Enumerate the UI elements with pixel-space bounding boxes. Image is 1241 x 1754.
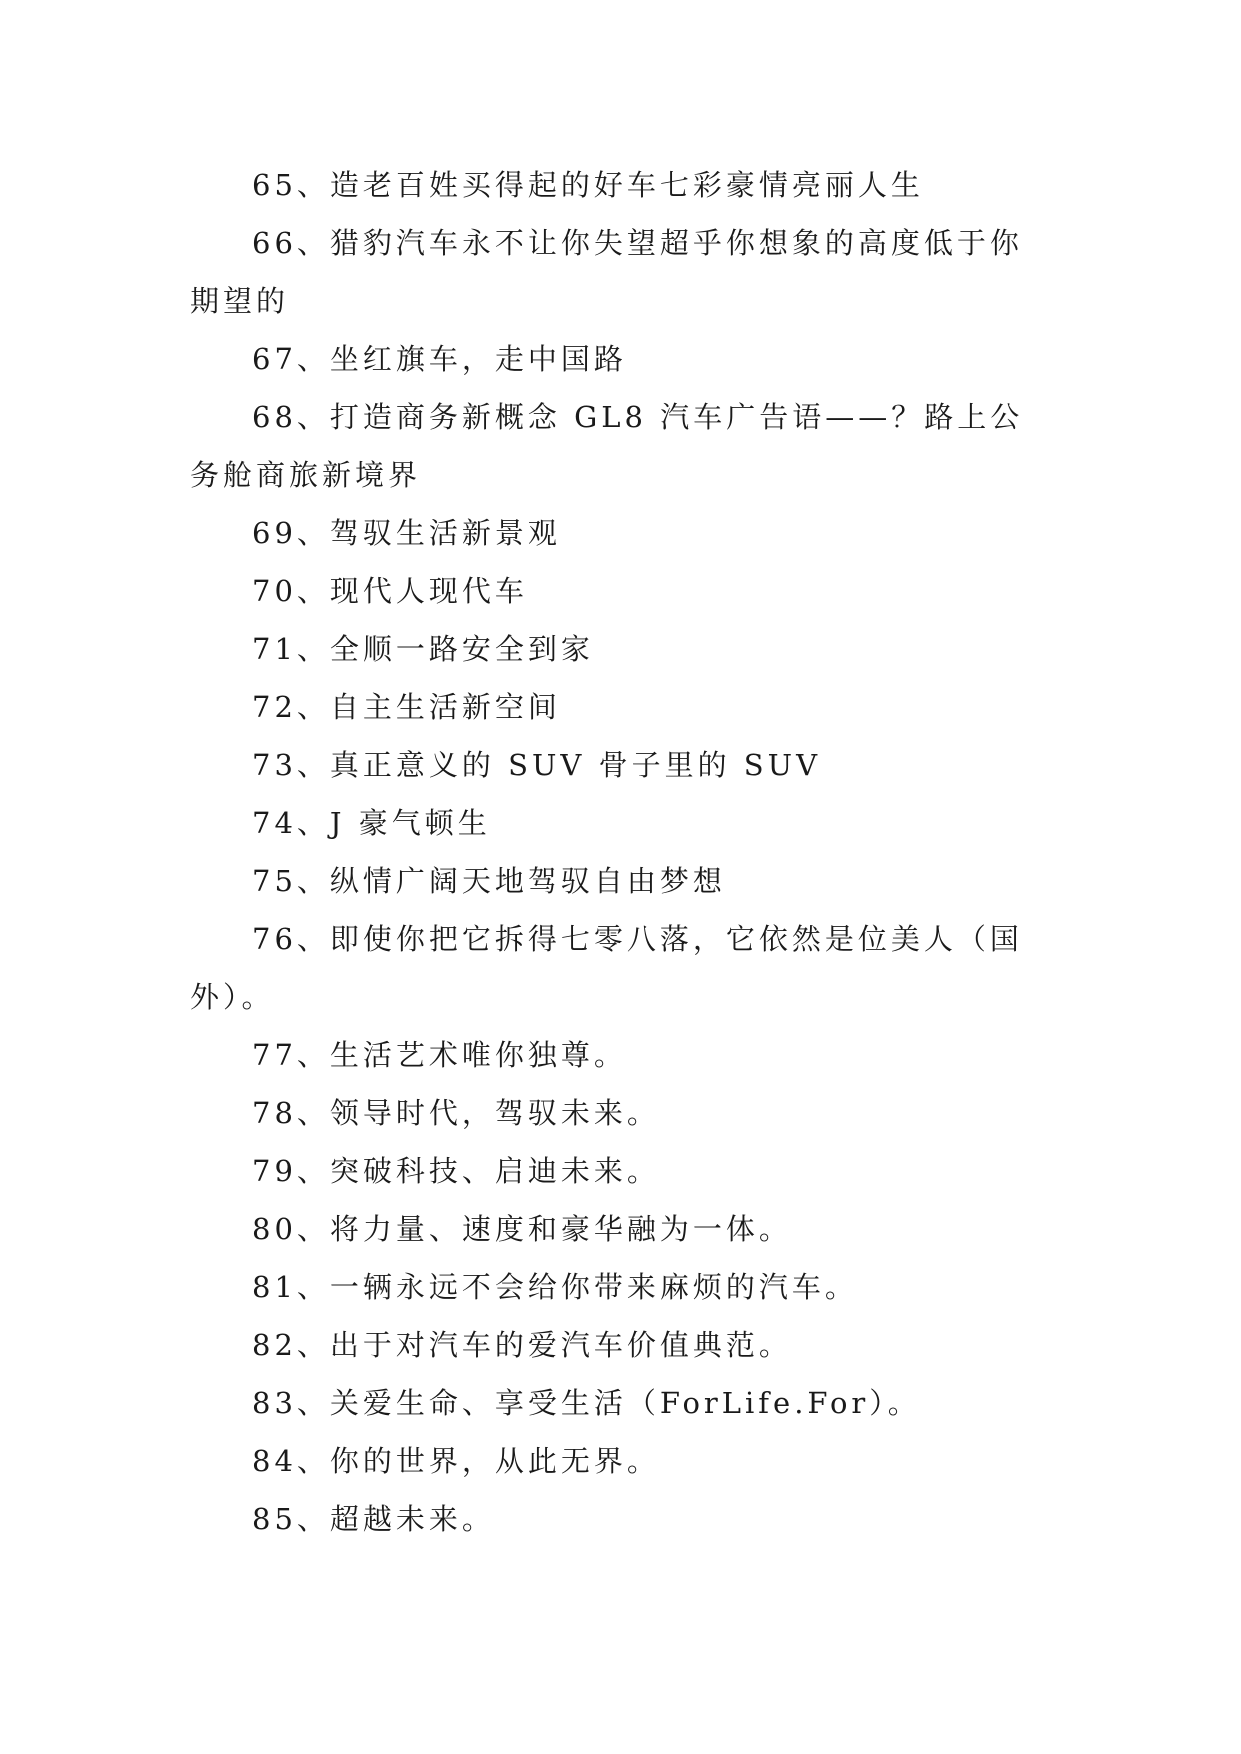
document-body <box>190 156 1048 1548</box>
paragraph-78: 78、领导时代，驾驭未来。 <box>252 1096 660 1130</box>
paragraph-81: 81、一辆永远不会给你带来麻烦的汽车。 <box>252 1270 858 1304</box>
paragraph-77: 77、生活艺术唯你独尊。 <box>252 1038 627 1072</box>
paragraph-79: 79、突破科技、启迪未来。 <box>252 1154 660 1188</box>
paragraph-68: 68、打造商务新概念 GL8 汽车广告语——？路上公务舱商旅新境界 <box>190 400 1024 492</box>
paragraph-65: 65、造老百姓买得起的好车七彩豪情亮丽人生 <box>252 168 924 202</box>
paragraph-82: 82、出于对汽车的爱汽车价值典范。 <box>252 1328 792 1362</box>
paragraph-80: 80、将力量、速度和豪华融为一体。 <box>252 1212 792 1246</box>
paragraph-76: 76、即使你把它拆得七零八落，它依然是位美人（国外）。 <box>190 922 1023 1014</box>
paragraph-75: 75、纵情广阔天地驾驭自由梦想 <box>252 864 726 898</box>
paragraph-84: 84、你的世界，从此无界。 <box>252 1444 660 1478</box>
paragraph-83: 83、关爱生命、享受生活（ForLife.For）。 <box>252 1386 921 1420</box>
paragraph-85: 85、超越未来。 <box>252 1502 495 1536</box>
paragraph-67: 67、坐红旗车，走中国路 <box>252 342 627 376</box>
paragraph-70: 70、现代人现代车 <box>252 574 528 608</box>
paragraph-66: 66、猎豹汽车永不让你失望超乎你想象的高度低于你期望的 <box>190 226 1023 318</box>
paragraph-69: 69、驾驭生活新景观 <box>252 516 561 550</box>
paragraph-73: 73、真正意义的 SUV 骨子里的 SUV <box>252 748 822 782</box>
paragraph-71: 71、全顺一路安全到家 <box>252 632 594 666</box>
paragraph-74: 74、J 豪气顿生 <box>252 806 491 840</box>
paragraph-72: 72、自主生活新空间 <box>252 690 561 724</box>
